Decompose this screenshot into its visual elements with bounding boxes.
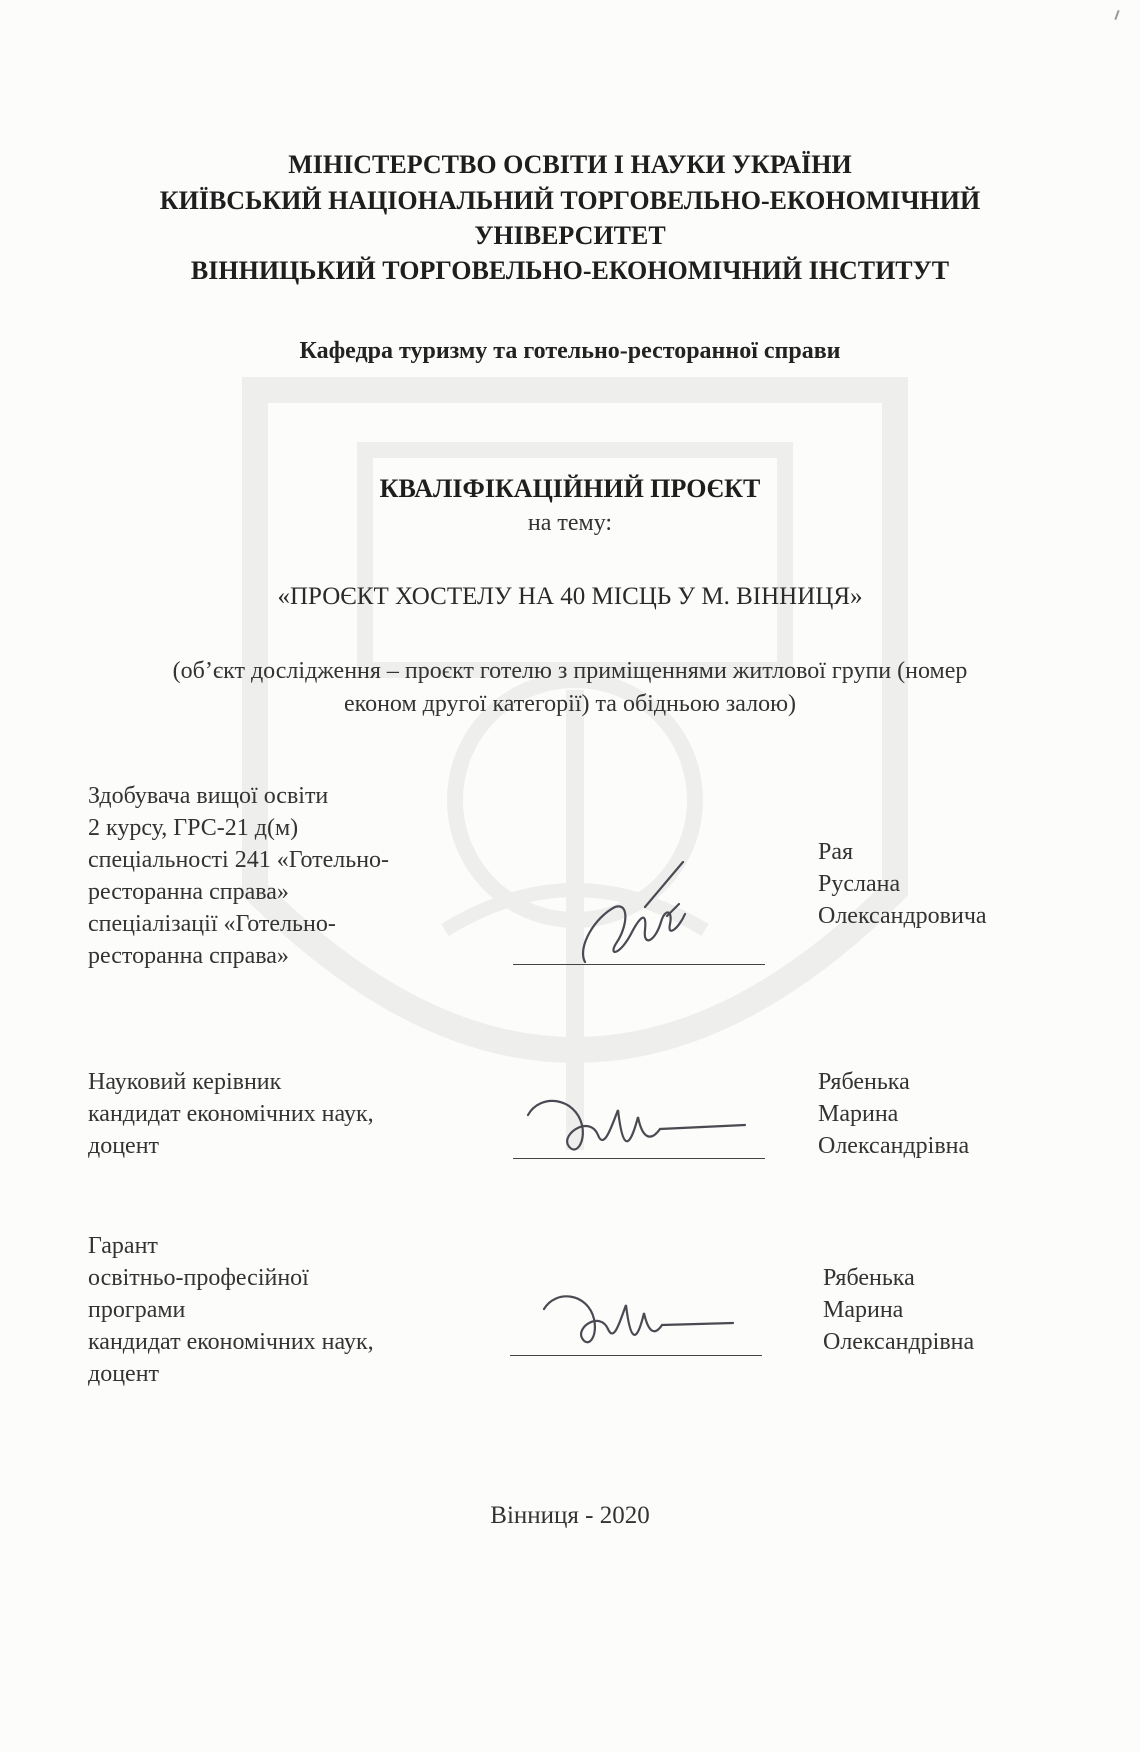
guarantor-role-line: Гарант: [88, 1233, 158, 1259]
supervisor-first-name: Марина: [818, 1101, 899, 1127]
project-title: КВАЛІФІКАЦІЙНИЙ ПРОЄКТ: [379, 474, 761, 503]
student-role-block: [88, 780, 389, 972]
supervisor-surname: Рябенька: [818, 1069, 910, 1095]
supervisor-signature-icon: [520, 1085, 750, 1165]
guarantor-signature-icon: [538, 1283, 738, 1358]
student-role-line: спеціальності 241 «Готельно-: [88, 847, 390, 873]
guarantor-name-block: [823, 1262, 974, 1358]
university-line-2: УНІВЕРСИТЕТ: [474, 221, 666, 250]
student-role-line: ресторанна справа»: [88, 879, 289, 905]
guarantor-role-line: доцент: [88, 1361, 160, 1387]
supervisor-name-block: [818, 1066, 969, 1162]
student-name-block: [818, 836, 987, 932]
student-role-line: спеціалізації «Готельно-: [88, 911, 336, 937]
guarantor-role-line: програми: [88, 1297, 186, 1323]
student-role-line: ресторанна справа»: [88, 943, 289, 969]
guarantor-role-line: освітньо-професійної: [88, 1265, 309, 1291]
ministry-line: МІНІСТЕРСТВО ОСВІТИ І НАУКИ УКРАЇНИ: [288, 150, 852, 179]
guarantor-role-line: кандидат економічних наук,: [88, 1329, 374, 1355]
university-line-1: КИЇВСЬКИЙ НАЦІОНАЛЬНИЙ ТОРГОВЕЛЬНО-ЕКОНОМІЧНИЙ: [159, 186, 981, 215]
student-patronymic: Олександровича: [818, 903, 987, 929]
supervisor-role-line: доцент: [88, 1133, 160, 1159]
research-object-line-2: економ другої категорії) та обідньою залою): [343, 691, 796, 717]
project-theme: «ПРОЄКТ ХОСТЕЛУ НА 40 МІСЦЬ У М. ВІННИЦЯ»: [277, 583, 863, 610]
supervisor-patronymic: Олександрівна: [818, 1133, 970, 1159]
department-name: Кафедра туризму та готельно-ресторанної справи: [299, 338, 841, 364]
institute-line: ВІННИЦЬКИЙ ТОРГОВЕЛЬНО-ЕКОНОМІЧНИЙ ІНСТИТУТ: [190, 256, 950, 285]
scan-mark: [1114, 10, 1119, 20]
student-role-line: Здобувача вищої освіти: [88, 783, 329, 809]
student-surname: Рая: [818, 839, 854, 865]
supervisor-role-block: [88, 1066, 374, 1162]
project-subtitle: на тему:: [527, 510, 613, 536]
guarantor-surname: Рябенька: [823, 1265, 915, 1291]
research-object-line-1: (об’єкт дослідження – проєкт готелю з приміщеннями житлової групи (номер: [172, 658, 968, 684]
supervisor-role-line: кандидат економічних наук,: [88, 1101, 374, 1127]
student-role-line: 2 курсу, ГРС-21 д(м): [88, 815, 299, 841]
student-signature-icon: [575, 852, 695, 972]
supervisor-role-line: Науковий керівник: [88, 1069, 282, 1095]
guarantor-first-name: Марина: [823, 1297, 904, 1323]
guarantor-role-block: [88, 1230, 374, 1390]
city-year: Вінниця - 2020: [490, 1502, 650, 1529]
student-first-name: Руслана: [818, 871, 901, 897]
guarantor-patronymic: Олександрівна: [823, 1329, 975, 1355]
